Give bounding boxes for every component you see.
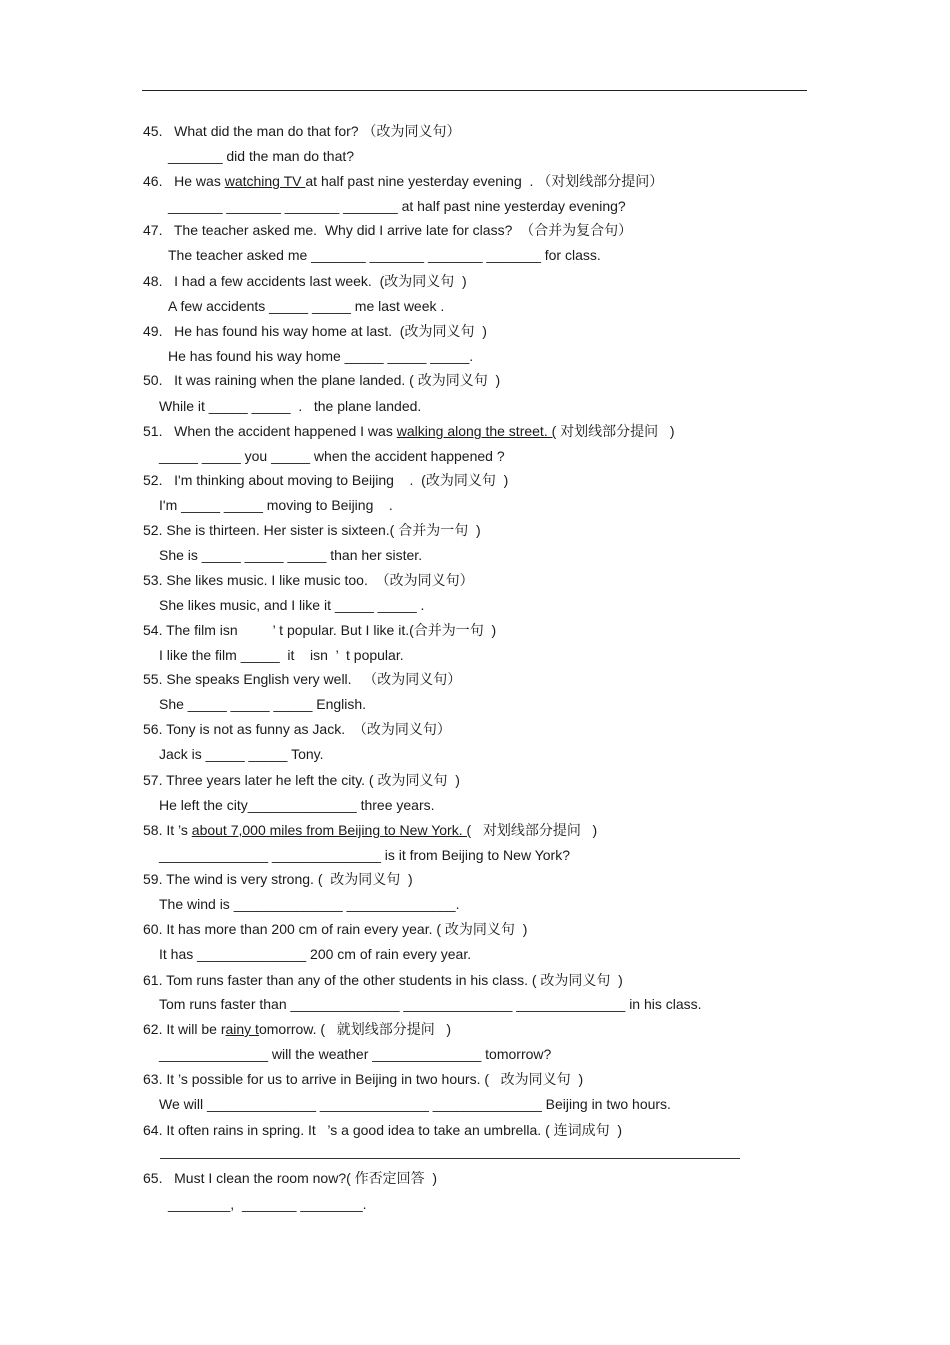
question-60: 60. It has more than 200 cm of rain every year. ( 改为同义句 ) xyxy=(143,921,528,937)
answer-60: It has ______________ 200 cm of rain every year. xyxy=(159,946,472,962)
answer-64-blank-line xyxy=(160,1158,740,1159)
answer-61: Tom runs faster than ______________ ______________ ______________ in his class. xyxy=(159,996,702,1012)
question-46: 46. He was watching TV at half past nine yesterday evening . （对划线部分提问） xyxy=(143,173,664,189)
question-47: 47. The teacher asked me. Why did I arrive late for class? （合并为复合句） xyxy=(143,222,633,238)
answer-65: ________, _______ ________. xyxy=(168,1196,367,1212)
answer-63: We will ______________ ______________ ______________ Beijing in two hours. xyxy=(159,1096,671,1112)
question-48: 48. I had a few accidents last week. (改为同义句 ) xyxy=(143,273,467,289)
question-52a: 52. I'm thinking about moving to Beijing . (改为同义句 ) xyxy=(143,472,509,488)
answer-48: A few accidents _____ _____ me last week . xyxy=(168,298,445,314)
question-49: 49. He has found his way home at last. (改为同义句 ) xyxy=(143,323,487,339)
answer-54: I like the film _____ it isn ’ t popular. xyxy=(159,647,404,663)
question-54: 54. The film isn ’ t popular. But I like it.(合并为一句 ) xyxy=(143,622,497,638)
question-53: 53. She likes music. I like music too. （改为同义句） xyxy=(143,572,474,588)
question-55: 55. She speaks English very well. （改为同义句） xyxy=(143,671,462,687)
answer-49: He has found his way home _____ _____ _____. xyxy=(168,348,474,364)
answer-46: _______ _______ _______ _______ at half past nine yesterday evening? xyxy=(168,198,626,214)
answer-56: Jack is _____ _____ Tony. xyxy=(159,746,324,762)
question-45: 45. What did the man do that for? （改为同义句） xyxy=(143,123,461,139)
question-52b: 52. She is thirteen. Her sister is sixteen.( 合并为一句 ) xyxy=(143,522,481,538)
answer-53: She likes music, and I like it _____ _____ . xyxy=(159,597,425,613)
answer-51: _____ _____ you _____ when the accident happened ? xyxy=(159,448,505,464)
answer-62: ______________ will the weather ______________ tomorrow? xyxy=(159,1046,552,1062)
question-56: 56. Tony is not as funny as Jack. （改为同义句） xyxy=(143,721,451,737)
answer-52b: She is _____ _____ _____ than her sister. xyxy=(159,547,423,563)
question-64: 64. It often rains in spring. It ’s a good idea to take an umbrella. ( 连词成句 ) xyxy=(143,1122,623,1138)
question-50: 50. It was raining when the plane landed. ( 改为同义句 ) xyxy=(143,372,501,388)
answer-59: The wind is ______________ ______________. xyxy=(159,896,460,912)
answer-57: He left the city______________ three years. xyxy=(159,797,435,813)
answer-52a: I'm _____ _____ moving to Beijing . xyxy=(159,497,393,513)
answer-50: While it _____ _____ . the plane landed. xyxy=(159,398,422,414)
question-51: 51. When the accident happened I was walking along the street. ( 对划线部分提问 ) xyxy=(143,423,675,439)
question-63: 63. It ’s possible for us to arrive in Beijing in two hours. ( 改为同义句 ) xyxy=(143,1071,584,1087)
question-65: 65. Must I clean the room now?( 作否定回答 ) xyxy=(143,1170,438,1186)
question-57: 57. Three years later he left the city. ( 改为同义句 ) xyxy=(143,772,460,788)
answer-45: _______ did the man do that? xyxy=(168,148,355,164)
question-58: 58. It ’s about 7,000 miles from Beijing to New York. ( 对划线部分提问 ) xyxy=(143,822,598,838)
question-62: 62. It will be rainy tomorrow. ( 就划线部分提问 ) xyxy=(143,1021,452,1037)
answer-58: ______________ ______________ is it from Beijing to New York? xyxy=(159,847,570,863)
question-59: 59. The wind is very strong. ( 改为同义句 ) xyxy=(143,871,413,887)
question-61: 61. Tom runs faster than any of the other students in his class. ( 改为同义句 ) xyxy=(143,972,623,988)
top-rule xyxy=(142,90,807,91)
answer-47: The teacher asked me _______ _______ _______ _______ for class. xyxy=(168,247,601,263)
answer-55: She _____ _____ _____ English. xyxy=(159,696,367,712)
